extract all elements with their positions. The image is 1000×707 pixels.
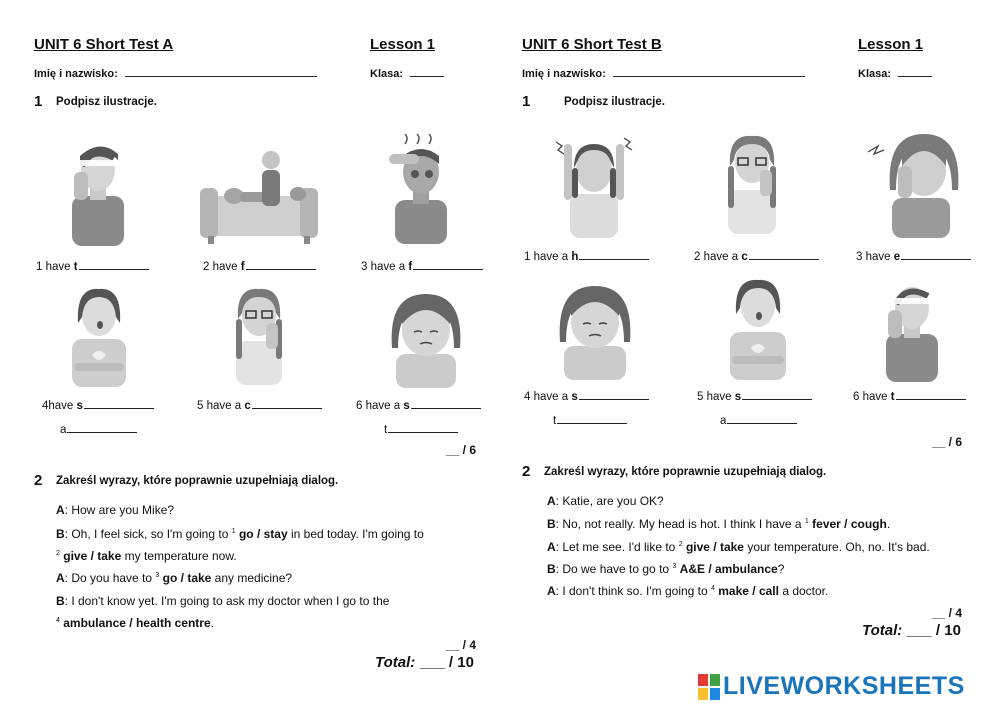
caption-letter: a — [720, 415, 727, 427]
total-value: ___ / 10 — [906, 622, 961, 639]
test-b-name-field[interactable] — [613, 67, 805, 77]
test-b-task2-number: 2 — [522, 463, 531, 480]
test-b-task1-number: 1 — [522, 93, 531, 110]
test-b-task1-instruction: Podpisz ilustracje. — [564, 96, 665, 108]
caption-letter: t — [73, 261, 78, 273]
caption-text: 1 have a — [524, 251, 572, 263]
test-b-caption-5b — [720, 413, 797, 427]
dialog-text: my temperature now. — [121, 549, 237, 563]
test-a-dialog-line-5 — [56, 594, 389, 608]
gap-number: 4 — [711, 585, 715, 592]
choice-option[interactable]: ambulance / health centre — [63, 616, 211, 630]
caption-text: 3 have — [856, 251, 894, 263]
dialog-text: : No, not really. My head is hot. I think I have a — [555, 517, 805, 531]
answer-blank[interactable] — [246, 259, 316, 270]
caption-letter: t — [553, 415, 557, 427]
test-a-task2-number: 2 — [34, 472, 43, 489]
dialog-text: . — [886, 517, 891, 531]
test-b-dialog-line-4 — [547, 562, 784, 576]
stomach-ache-illustration-b — [722, 272, 794, 382]
cough-illustration-b — [714, 128, 790, 236]
total-label: Total: — [375, 654, 416, 671]
caption-text: 3 have a — [361, 261, 409, 273]
dialog-text: : Oh, I feel sick, so I'm going to — [64, 527, 232, 541]
choice-option[interactable]: go / stay — [238, 527, 288, 541]
test-a-title: UNIT 6 Short Test A — [34, 36, 174, 53]
test-b-caption-3 — [856, 249, 971, 263]
answer-blank[interactable] — [411, 398, 481, 409]
test-b-class-label: Klasa: — [858, 68, 892, 80]
test-b-dialog-line-1 — [547, 494, 664, 508]
test-a-total — [375, 654, 474, 672]
cough-illustration-a — [222, 283, 296, 387]
test-a-caption-2 — [203, 259, 316, 273]
gap-number: 3 — [672, 563, 677, 570]
dialog-text: your temperature. Oh, no. It's bad. — [743, 540, 930, 554]
answer-blank[interactable] — [252, 398, 322, 409]
dialog-text: ? — [777, 562, 785, 576]
dialog-text: : I don't think so. I'm going to — [555, 584, 712, 598]
test-a-dialog-line-6 — [56, 616, 214, 630]
caption-text: 4have — [42, 400, 77, 412]
choice-option[interactable]: fever / cough — [812, 517, 887, 531]
test-a-dialog-line-3 — [56, 549, 237, 563]
dialog-text: : How are you Mike? — [64, 503, 175, 517]
caption-text: 6 have — [853, 391, 891, 403]
dialog-text: a doctor. — [778, 584, 829, 598]
test-b-total — [862, 622, 961, 640]
answer-blank[interactable] — [388, 422, 458, 433]
dialog-text: . — [210, 616, 214, 630]
test-a-dialog-line-2 — [56, 527, 424, 541]
answer-blank[interactable] — [742, 389, 812, 400]
test-b-caption-6 — [853, 389, 966, 403]
answer-blank[interactable] — [579, 389, 649, 400]
test-a-class-field[interactable] — [410, 67, 444, 77]
caption-letter: h — [571, 251, 579, 263]
speaker: A — [547, 540, 556, 554]
answer-blank[interactable] — [901, 249, 971, 260]
answer-blank[interactable] — [84, 398, 154, 409]
sore-throat-illustration-b — [552, 282, 638, 380]
test-b-score-1: __ / 6 — [932, 435, 963, 449]
dialog-text: : Let me see. I'd like to — [555, 540, 679, 554]
test-b-task2-instruction: Zakreśl wyrazy, które poprawnie uzupełniają dialog. — [544, 466, 827, 478]
choice-option[interactable]: give / take — [63, 549, 122, 563]
stomach-ache-illustration-a — [64, 283, 134, 389]
logo-blocks-icon — [698, 674, 720, 700]
choice-option[interactable]: go / take — [162, 571, 212, 585]
speaker: B — [547, 562, 556, 576]
test-a-caption-5 — [197, 398, 322, 412]
answer-blank[interactable] — [413, 259, 483, 270]
test-a-task1-number: 1 — [34, 93, 43, 110]
toothache-illustration — [66, 138, 132, 248]
caption-letter: s — [403, 400, 410, 412]
test-b-score-2: __ / 4 — [932, 606, 963, 620]
speaker: A — [547, 494, 556, 508]
gap-number: 2 — [56, 550, 60, 557]
choice-option[interactable]: make / call — [718, 584, 779, 598]
test-b-caption-4b — [553, 413, 627, 427]
caption-letter: a — [60, 424, 67, 436]
test-b-dialog-line-2 — [547, 517, 890, 531]
caption-letter: s — [571, 391, 578, 403]
speaker: B — [56, 527, 65, 541]
test-a-task1-instruction: Podpisz ilustracje. — [56, 96, 157, 108]
test-a-lesson: Lesson 1 — [370, 36, 436, 53]
caption-text: 2 have a — [694, 251, 742, 263]
answer-blank[interactable] — [67, 422, 137, 433]
test-a-score-1: __ / 6 — [446, 443, 477, 457]
answer-blank[interactable] — [79, 259, 149, 270]
test-b-caption-2 — [694, 249, 819, 263]
dialog-text: : Do we have to go to — [555, 562, 673, 576]
speaker: A — [547, 584, 556, 598]
test-b-caption-4 — [524, 389, 649, 403]
caption-letter: e — [893, 251, 901, 263]
caption-text: 6 have a — [356, 400, 404, 412]
test-a-class-label: Klasa: — [370, 68, 404, 80]
caption-letter: c — [244, 400, 251, 412]
dialog-text: : Do you have to — [64, 571, 156, 585]
test-a-dialog-line-4 — [56, 571, 292, 585]
sore-throat-illustration-a — [384, 288, 468, 388]
caption-letter: s — [734, 391, 742, 403]
dialog-text: in bed today. I'm going to — [287, 527, 424, 541]
test-a-caption-3 — [361, 259, 483, 273]
toothache-illustration-b — [880, 278, 946, 382]
earache-illustration — [866, 128, 966, 238]
logo-text: LIVEWORKSHEETS — [723, 672, 965, 700]
headache-illustration — [552, 128, 636, 238]
caption-text: 5 have a — [197, 400, 245, 412]
flu-illustration — [385, 124, 457, 244]
total-label: Total: — [862, 622, 903, 639]
test-a-caption-6 — [356, 398, 481, 412]
gap-number: 3 — [155, 572, 160, 579]
caption-text: 4 have a — [524, 391, 572, 403]
answer-blank[interactable] — [749, 249, 819, 260]
liveworksheets-logo — [698, 672, 965, 701]
answer-blank[interactable] — [557, 413, 627, 424]
answer-blank[interactable] — [727, 413, 797, 424]
speaker: B — [56, 594, 65, 608]
test-a-name-row — [34, 67, 317, 80]
test-b-dialog-line-5 — [547, 584, 828, 598]
test-b-lesson: Lesson 1 — [858, 36, 924, 53]
test-a-caption-1 — [36, 259, 149, 273]
answer-blank[interactable] — [579, 249, 649, 260]
gap-number: 1 — [804, 518, 809, 525]
test-a-name-field[interactable] — [125, 67, 317, 77]
test-b-caption-1 — [524, 249, 649, 263]
choice-option[interactable]: give / take — [685, 540, 744, 554]
test-b-class-field[interactable] — [898, 67, 932, 77]
caption-letter: c — [741, 251, 748, 263]
test-a-caption-6b — [384, 422, 458, 436]
test-b-name-row — [522, 67, 805, 80]
total-value: ___ / 10 — [419, 654, 474, 671]
choice-option[interactable]: A&E / ambulance — [679, 562, 778, 576]
caption-letter: t — [890, 391, 895, 403]
caption-text: 1 have — [36, 261, 74, 273]
gap-number: 1 — [231, 528, 236, 535]
dialog-text: : I don't know yet. I'm going to ask my doctor when I go to the — [64, 594, 390, 608]
test-b-title: UNIT 6 Short Test B — [522, 36, 662, 53]
speaker: A — [56, 503, 65, 517]
test-a-task2-instruction: Zakreśl wyrazy, które poprawnie uzupełniają dialog. — [56, 475, 339, 487]
test-a-class-row — [370, 67, 444, 80]
test-b-caption-5 — [697, 389, 812, 403]
dialog-text: any medicine? — [211, 571, 293, 585]
caption-text: 5 have — [697, 391, 735, 403]
caption-letter: f — [240, 261, 245, 273]
test-a-dialog-line-1 — [56, 503, 174, 517]
test-a-name-label: Imię i nazwisko: — [34, 68, 118, 80]
test-a-caption-4b — [60, 422, 137, 436]
speaker: A — [56, 571, 65, 585]
test-b-dialog-line-3 — [547, 540, 930, 554]
test-a-score-2: __ / 4 — [446, 638, 477, 652]
caption-letter: f — [408, 261, 413, 273]
gap-number: 2 — [678, 541, 683, 548]
answer-blank[interactable] — [896, 389, 966, 400]
test-b-class-row — [858, 67, 932, 80]
dialog-text: : Katie, are you OK? — [555, 494, 664, 508]
gap-number: 4 — [56, 617, 60, 624]
caption-text: 2 have — [203, 261, 241, 273]
caption-letter: t — [384, 424, 388, 436]
fever-illustration — [200, 148, 318, 246]
test-b-name-label: Imię i nazwisko: — [522, 68, 606, 80]
speaker: B — [547, 517, 556, 531]
caption-letter: s — [76, 400, 83, 412]
test-a-caption-4 — [42, 398, 154, 412]
